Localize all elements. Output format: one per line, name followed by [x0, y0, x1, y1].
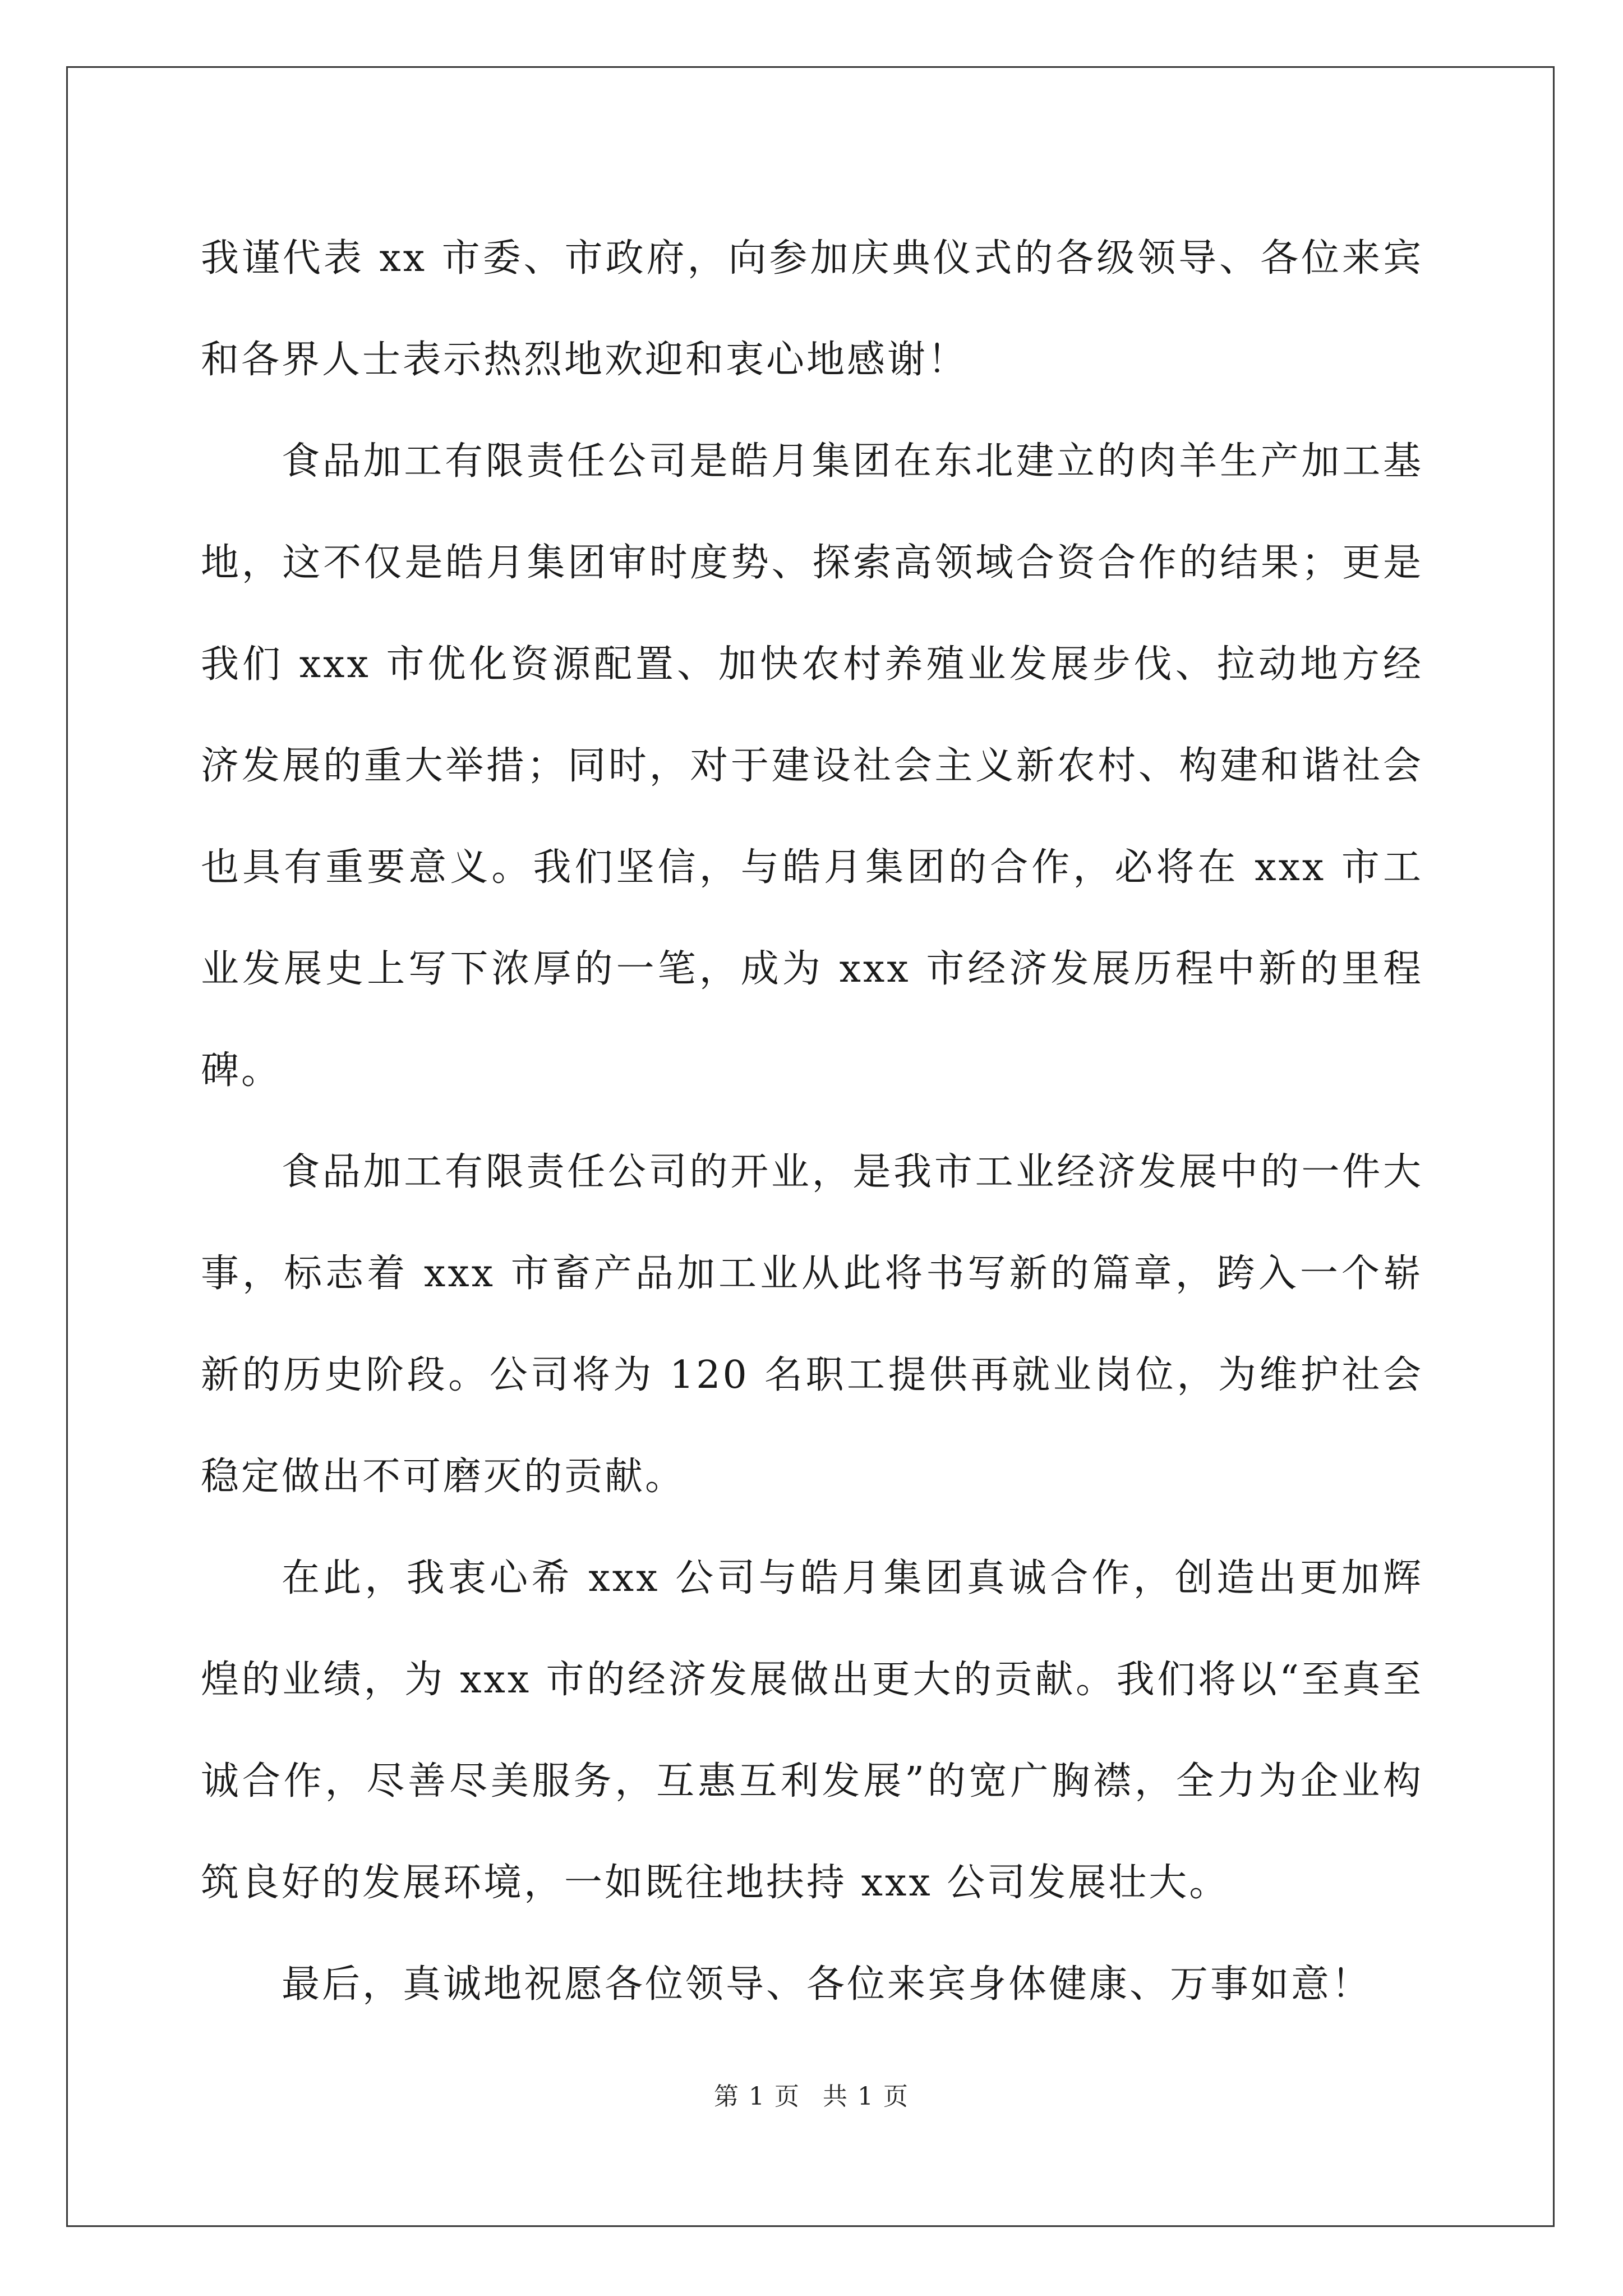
paragraph-3: 食品加工有限责任公司的开业，是我市工业经济发展中的一件大事，标志着 xxx 市畜产品加工业从此将书写新的篇章，跨入一个崭新的历史阶段。公司将为 120 名职工提供再就业岗位，为维护社会稳定做出不可磨灭的贡献。: [201, 1150, 1423, 1499]
page-number-current: 第 1 页: [714, 2082, 800, 2111]
page-number-total: 共 1 页: [823, 2082, 909, 2111]
paragraph-5: 最后，真诚地祝愿各位领导、各位来宾身体健康、万事如意！: [282, 1962, 1372, 2007]
paragraph-4: 在此，我衷心希 xxx 公司与皓月集团真诚合作，创造出更加辉煌的业绩，为 xxx 市的经济发展做出更大的贡献。我们将以“至真至诚合作，尽善尽美服务，互惠互利发展”的宽广胸襟，全力为企业构筑良好的发展环境，一如既往地扶持 xxx 公司发展壮大。: [201, 1556, 1423, 1905]
document-body: [201, 208, 1423, 2035]
paragraph-2: 食品加工有限责任公司是皓月集团在东北建立的肉羊生产加工基地，这不仅是皓月集团审时度势、探索高领域合资合作的结果；更是我们 xxx 市优化资源配置、加快农村养殖业发展步伐、拉动地方经济发展的重大举措；同时，对于建设社会主义新农村、构建和谐社会也具有重要意义。我们坚信，与皓月集团的合作，必将在 xxx 市工业发展史上写下浓厚的一笔，成为 xxx 市经济发展历程中新的里程碑。: [201, 439, 1424, 1093]
page-footer: [0, 2080, 1623, 2114]
paragraph-1: 我谨代表 xx 市委、市政府，向参加庆典仪式的各级领导、各位来宾和各界人士表示热烈地欢迎和衷心地感谢！: [201, 236, 1423, 382]
